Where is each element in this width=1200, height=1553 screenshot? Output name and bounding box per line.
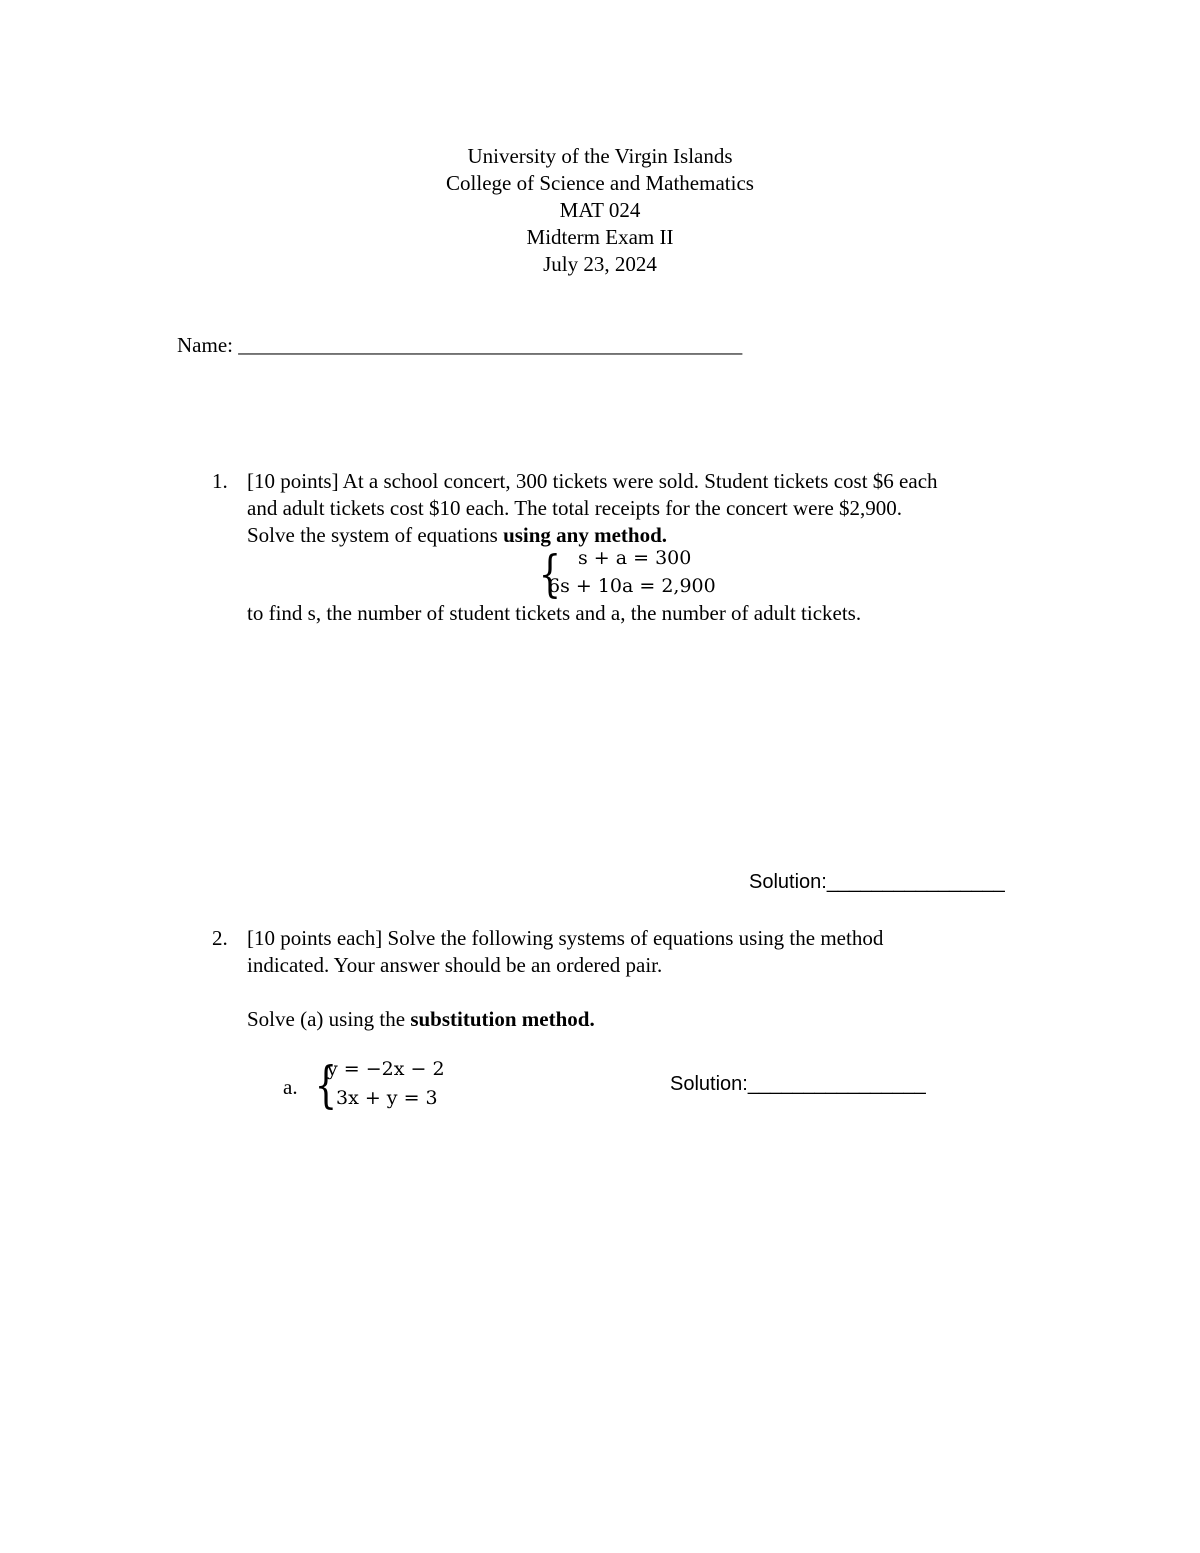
left-brace-icon: {	[538, 545, 562, 603]
exam-header	[0, 143, 1200, 278]
question-1-method: using any method.	[503, 523, 668, 547]
college-name: College of Science and Mathematics	[446, 171, 754, 195]
question-1-equation-1: s + a = 300	[578, 547, 692, 569]
part-a-solution[interactable]: Solution:________________	[670, 1073, 926, 1095]
question-2-instruction: Solve (a) using the	[247, 1007, 411, 1031]
question-1-instruction: Solve the system of equations	[247, 523, 504, 547]
question-1-solution[interactable]: Solution:________________	[749, 871, 1005, 893]
part-a-label: a.	[283, 1075, 298, 1099]
university-name: University of the Virgin Islands	[467, 144, 733, 168]
question-1-line2: and adult tickets cost $10 each. The total receipts for the concert were $2,900.	[247, 496, 903, 520]
question-1-line1: [10 points] At a school concert, 300 tickets were sold. Student tickets cost $6 each	[247, 469, 938, 493]
question-1-line4: to find s, the number of student tickets and a, the number of adult tickets.	[247, 601, 862, 625]
name-field[interactable]: Name: ________________________________________________	[177, 333, 743, 357]
question-2-instruction-line	[247, 1006, 595, 1033]
question-2-line2: indicated. Your answer should be an ordered pair.	[247, 953, 663, 977]
exam-date: July 23, 2024	[543, 252, 657, 276]
question-2-method: substitution method.	[410, 1007, 595, 1031]
left-brace-icon: {	[314, 1056, 338, 1114]
question-2-line1: [10 points each] Solve the following systems of equations using the method	[247, 926, 884, 950]
course-code: MAT 024	[559, 198, 641, 222]
question-1-number: 1.	[212, 469, 228, 493]
question-2-number: 2.	[212, 926, 228, 950]
exam-title: Midterm Exam II	[526, 225, 674, 249]
part-a-equation-2: 3x + y = 3	[336, 1087, 438, 1109]
question-1-equation-2: 6s + 10a = 2,900	[548, 575, 716, 597]
part-a-equation-1: y = −2x − 2	[327, 1058, 445, 1080]
question-1-line3	[247, 522, 938, 549]
